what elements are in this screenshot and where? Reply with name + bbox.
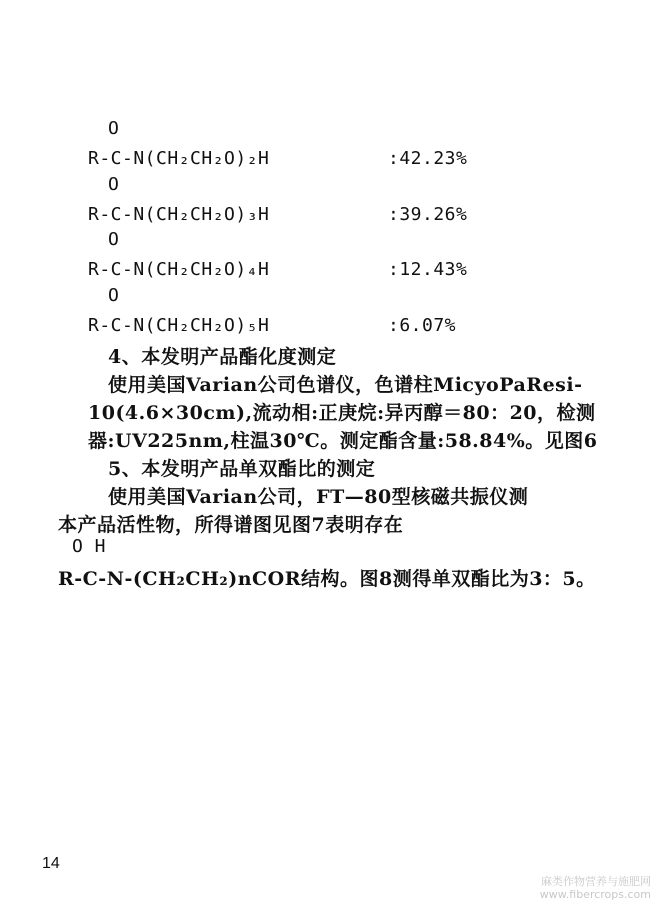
watermark-url: www.fibercrops.com <box>539 888 651 901</box>
carbonyl-oxygen: O <box>108 229 120 250</box>
section-heading: 5、本发明产品单双酯比的测定 <box>108 458 376 480</box>
paragraph-line: 使用美国Varian公司，FT—80型核磁共振仪测 <box>108 486 529 508</box>
formula-text: R-C-N(CH₂CH₂O)₃H <box>88 204 270 225</box>
paragraph-line: 本产品活性物，所得谱图见图7表明存在 <box>58 514 404 536</box>
formula-row <box>88 315 488 336</box>
formula-text: R-C-N(CH₂CH₂O)₅H <box>88 315 270 336</box>
paragraph-line: 器:UV225nm,柱温30℃。测定酯含量:58.84%。见图6 <box>88 430 598 452</box>
formula-value: :42.23% <box>388 148 468 169</box>
formula-row <box>88 259 488 280</box>
paragraph-line: R-C-N-(CH₂CH₂)nCOR结构。图8测得单双酯比为3：5。 <box>58 568 596 590</box>
formula-text: R-C-N(CH₂CH₂O)₂H <box>88 148 270 169</box>
formula-value: :39.26% <box>388 204 468 225</box>
section-heading: 4、本发明产品酯化度测定 <box>108 346 337 368</box>
oh-label: O H <box>72 536 107 557</box>
carbonyl-oxygen: O <box>108 285 120 306</box>
carbonyl-oxygen: O <box>108 118 120 139</box>
paragraph-line: 10(4.6×30cm),流动相:正庚烷:异丙醇＝80：20，检测 <box>88 402 596 424</box>
formula-value: :6.07% <box>388 315 457 336</box>
carbonyl-oxygen: O <box>108 174 120 195</box>
paragraph-line: 使用美国Varian公司色谱仪，色谱柱MicyoPaResi- <box>108 374 583 396</box>
watermark-title: 麻类作物营养与施肥网 <box>541 875 651 888</box>
page-number: 14 <box>42 855 60 872</box>
site-watermark <box>540 875 651 901</box>
formula-value: :12.43% <box>388 259 468 280</box>
formula-text: R-C-N(CH₂CH₂O)₄H <box>88 259 270 280</box>
formula-row <box>88 148 488 169</box>
formula-row <box>88 204 488 225</box>
